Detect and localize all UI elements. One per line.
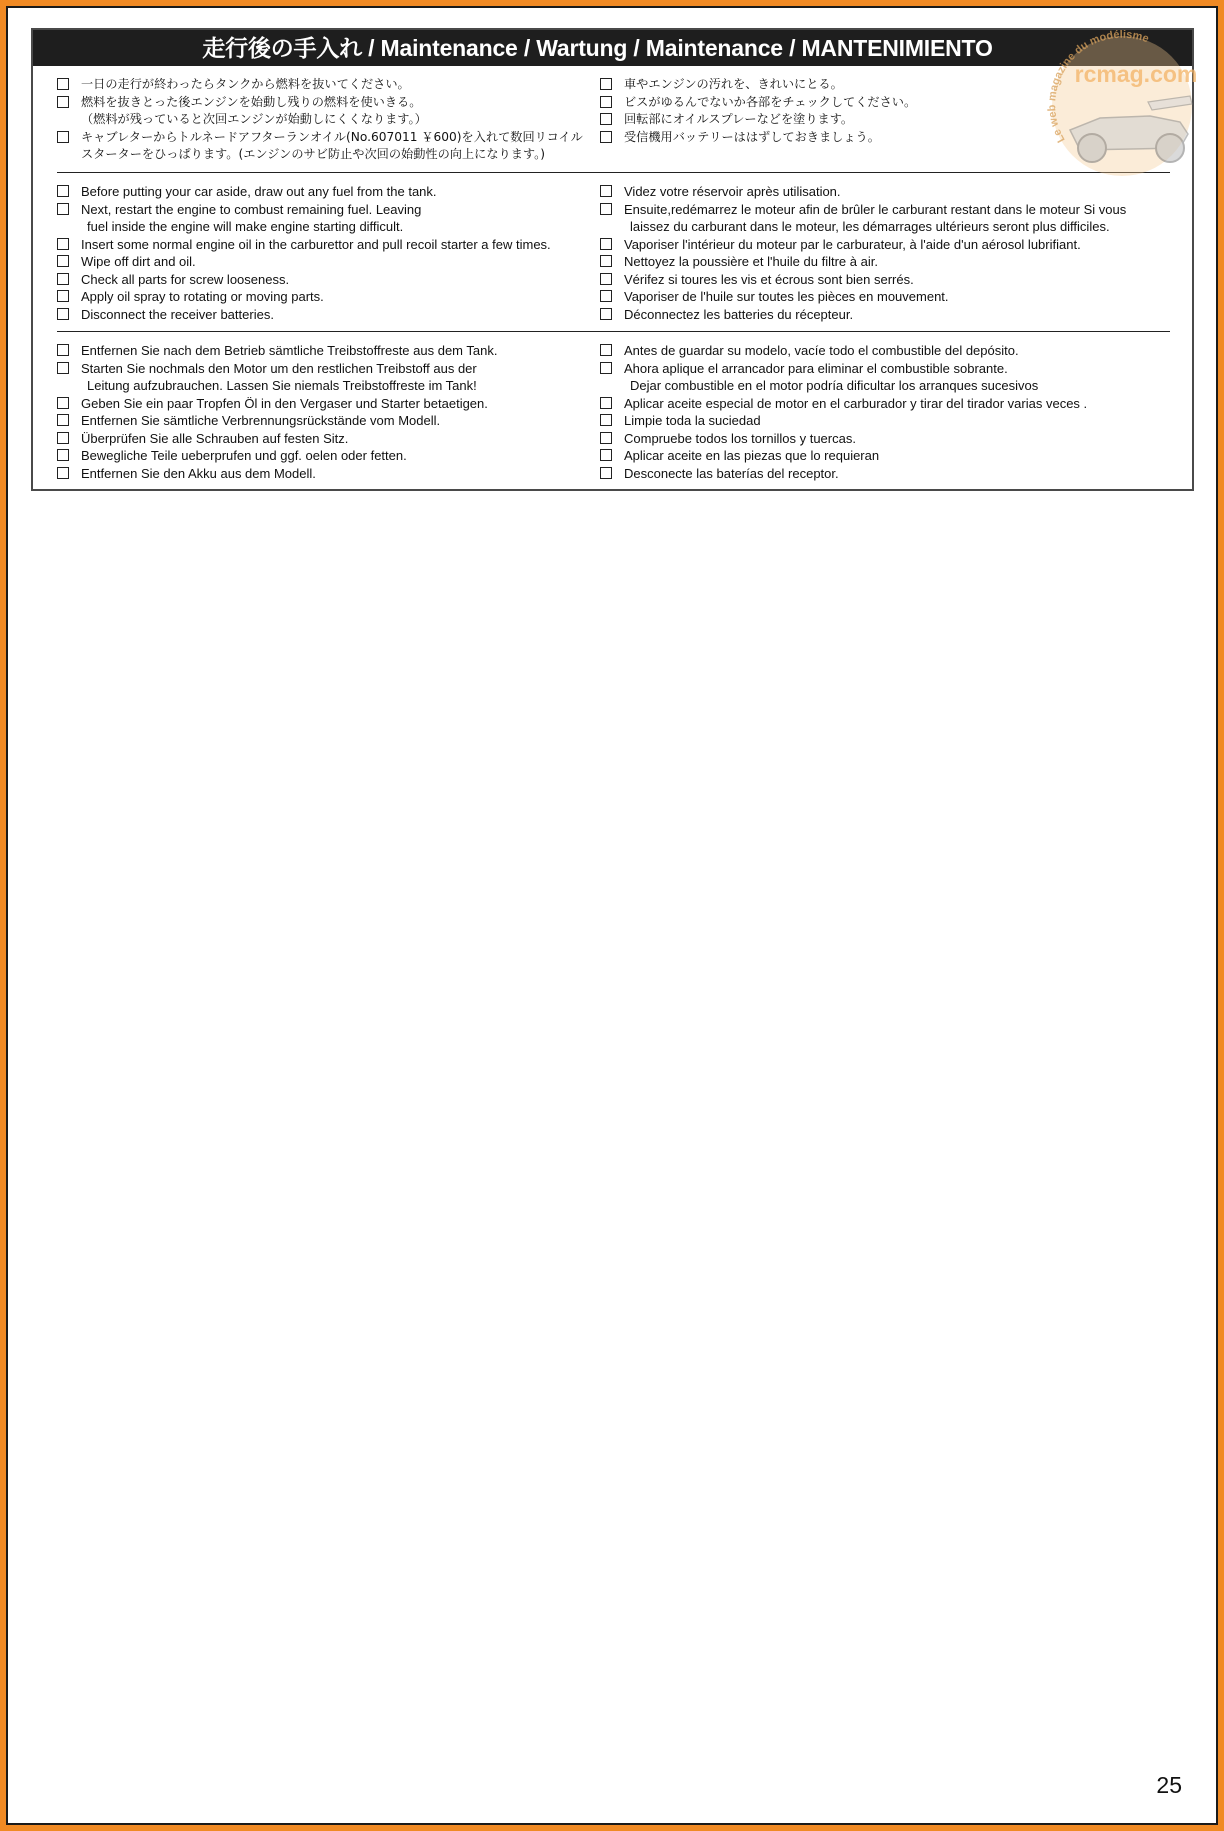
checklist-item-text: Check all parts for screw looseness. [81,271,290,287]
checklist-item-text: Aplicar aceite en las piezas que lo requieran [624,448,880,463]
checkbox-icon[interactable] [600,203,612,215]
checkbox-icon[interactable] [57,238,69,250]
checkbox-icon[interactable] [57,414,69,426]
section-title: 走行後の手入れ / Maintenance / Wartung / Maintenance / MANTENIMIENTO [33,30,1192,66]
checkbox-icon[interactable] [600,414,612,426]
checklist-item-text: Desconecte las baterías del receptor. [624,465,839,481]
checklist-item-text: Ahora aplique el arrancador para eliminar el combustible sobrante. [624,360,1008,376]
checklist-item-text: Entfernen Sie den Akku aus dem Modell. [81,465,316,481]
checklist-item-text: Ensuite,redémarrez le moteur afin de brûler le carburant restant dans le moteur Si vous [624,201,1127,217]
checkbox-icon[interactable] [57,131,69,143]
checklist-item [600,430,1190,448]
checkbox-icon[interactable] [57,432,69,444]
checkbox-icon[interactable] [600,290,612,302]
checkbox-icon[interactable] [600,467,612,479]
checkbox-icon[interactable] [57,467,69,479]
checklist-item-text: 回転部にオイルスプレーなどを塗ります。 [624,112,854,126]
checklist-item-text: Next, restart the engine to combust remaining fuel. Leaving [81,201,422,217]
checklist-item-text: Vérifez si toures les vis et écrous sont bien serrés. [624,271,914,287]
checkbox-icon[interactable] [600,96,612,108]
page-number: 25 [1156,1772,1182,1798]
divider-left-1 [57,172,603,173]
checkbox-icon[interactable] [57,344,69,356]
checklist-item [600,183,1190,201]
checkbox-icon[interactable] [57,185,69,197]
checklist-item-continuation [57,218,617,236]
maintenance-panel [31,28,1194,491]
checklist-item-text: Vaporiser de l'huile sur toutes les pièces en mouvement. [624,289,949,304]
checklist-french [600,183,1190,323]
watermark-tagline: Le web magazine du modélisme [1046,30,1151,145]
checklist-item-text: 一日の走行が終わったらタンクから燃料を抜いてください。 [81,77,410,91]
checklist-item-text: Compruebe todos los tornillos y tuercas. [624,430,856,446]
checklist-item-text: Leitung aufzubrauchen. Lassen Sie niemals Treibstoffreste im Tank! [87,378,477,393]
checkbox-icon[interactable] [600,131,612,143]
checkbox-icon[interactable] [600,78,612,90]
checklist-english [57,183,617,323]
checkbox-icon[interactable] [57,273,69,285]
checklist-item-text: Entfernen Sie sämtliche Verbrennungsrückstände vom Modell. [81,413,441,428]
checklist-item [57,201,617,219]
checkbox-icon[interactable] [57,308,69,320]
checkbox-icon[interactable] [600,185,612,197]
divider-left-2 [57,331,603,332]
checklist-item-text: Antes de guardar su modelo, vacíe todo el combustible del depósito. [624,343,1019,358]
checklist-item [57,412,617,430]
checklist-item [57,342,617,360]
checkbox-icon[interactable] [57,397,69,409]
checklist-item [57,465,617,483]
checklist-item-text: Disconnect the receiver batteries. [81,306,274,322]
checklist-item [57,288,617,306]
checklist-item-text: Déconnectez les batteries du récepteur. [624,306,854,322]
checklist-item [57,447,617,465]
checklist-item-text: 受信機用バッテリーははずしておきましょう。 [624,129,880,144]
checklist-item-text: Limpie toda la suciedad [624,413,761,428]
checkbox-icon[interactable] [57,255,69,267]
checklist-item-text: Bewegliche Teile ueberprufen und ggf. oelen oder fetten. [81,448,407,463]
checklist-item-text: fuel inside the engine will make engine starting difficult. [87,219,404,234]
checklist-item [57,183,617,201]
checklist-item-text: Before putting your car aside, draw out any fuel from the tank. [81,184,437,199]
checkbox-icon[interactable] [600,449,612,461]
watermark-site: rcmag.com [1074,61,1198,87]
checklist-item [600,201,1190,219]
checkbox-icon[interactable] [600,255,612,267]
checklist-item-text: （燃料が残っていると次回エンジンが始動しにくくなります。） [81,112,427,126]
checklist-item-text: Wipe off dirt and oil. [81,254,196,269]
checklist-item-text: laissez du carburant dans le moteur, les démarrages ultérieurs seront plus difficiles. [630,219,1110,234]
checklist-item [600,236,1190,254]
checkbox-icon[interactable] [600,113,612,125]
checklist-german [57,342,617,482]
checklist-item-text: Insert some normal engine oil in the carburettor and pull recoil starter a few times. [81,236,551,252]
checkbox-icon[interactable] [57,362,69,374]
checklist-item [57,360,617,378]
checklist-item-continuation [57,146,617,164]
checklist-item-text: Vaporiser l'intérieur du moteur par le carburateur, à l'aide d'un aérosol lubrifiant. [624,236,1081,252]
divider-right-2 [600,331,1170,332]
checkbox-icon[interactable] [600,432,612,444]
checklist-item [600,465,1190,483]
checklist-item-text: 燃料を抜きとった後エンジンを始動し残りの燃料を使いきる。 [81,94,422,109]
checklist-item-text: Dejar combustible en el motor podría dificultar los arranques sucesivos [630,378,1039,393]
checklist-item [57,430,617,448]
checkbox-icon[interactable] [57,449,69,461]
checklist-item-continuation [57,111,617,129]
checklist-item [600,271,1190,289]
checkbox-icon[interactable] [600,362,612,374]
checklist-item [57,76,617,94]
checklist-item [600,360,1190,378]
checklist-item-text: Nettoyez la poussière et l'huile du filtre à air. [624,254,878,269]
checklist-item [57,129,617,147]
checklist-japanese-left [57,76,617,164]
checkbox-icon[interactable] [57,96,69,108]
checklist-item-continuation [600,377,1190,395]
checklist-item-text: Videz votre réservoir après utilisation. [624,184,841,199]
checklist-item [600,288,1190,306]
checklist-item [600,253,1190,271]
checklist-item-continuation [600,218,1190,236]
checklist-item-text: キャブレターからトルネードアフターランオイル(No.607011 ￥600)を入れて数回リコイル [81,129,583,144]
checklist-item [57,253,617,271]
checkbox-icon[interactable] [600,273,612,285]
checkbox-icon[interactable] [600,344,612,356]
checklist-item [57,236,617,254]
checklist-item [57,306,617,324]
checklist-item [600,447,1190,465]
checklist-item-text: Starten Sie nochmals den Motor um den restlichen Treibstoff aus der [81,360,477,376]
checkbox-icon[interactable] [57,290,69,302]
checklist-item-text: Geben Sie ein paar Tropfen Öl in den Vergaser und Starter betaetigen. [81,395,488,411]
checkbox-icon[interactable] [57,203,69,215]
checklist-item [600,412,1190,430]
checklist-item [57,94,617,112]
checklist-item-text: Entfernen Sie nach dem Betrieb sämtliche Treibstoffreste aus dem Tank. [81,343,498,358]
checklist-item [600,306,1190,324]
checklist-item-continuation [57,377,617,395]
checkbox-icon[interactable] [600,238,612,250]
checklist-spanish [600,342,1190,482]
checklist-item-text: 車やエンジンの汚れを、きれいにとる。 [624,77,843,91]
checklist-item-text: ビスがゆるんでないか各部をチェックしてください。 [624,94,917,109]
rcmag-watermark-logo [1030,30,1198,180]
checklist-item-text: Überprüfen Sie alle Schrauben auf festen Sitz. [81,430,349,446]
checklist-item [57,271,617,289]
checkbox-icon[interactable] [57,78,69,90]
checklist-item-text: Aplicar aceite especial de motor en el carburador y tirar del tirador varias veces . [624,395,1088,411]
checklist-item [57,395,617,413]
checklist-item-text: Apply oil spray to rotating or moving parts. [81,289,324,304]
checklist-item-text: スターターをひっぱります。(エンジンのサビ防止や次回の始動性の向上になります。) [81,147,545,161]
checkbox-icon[interactable] [600,308,612,320]
checklist-item [600,395,1190,413]
checklist-item [600,342,1190,360]
checkbox-icon[interactable] [600,397,612,409]
